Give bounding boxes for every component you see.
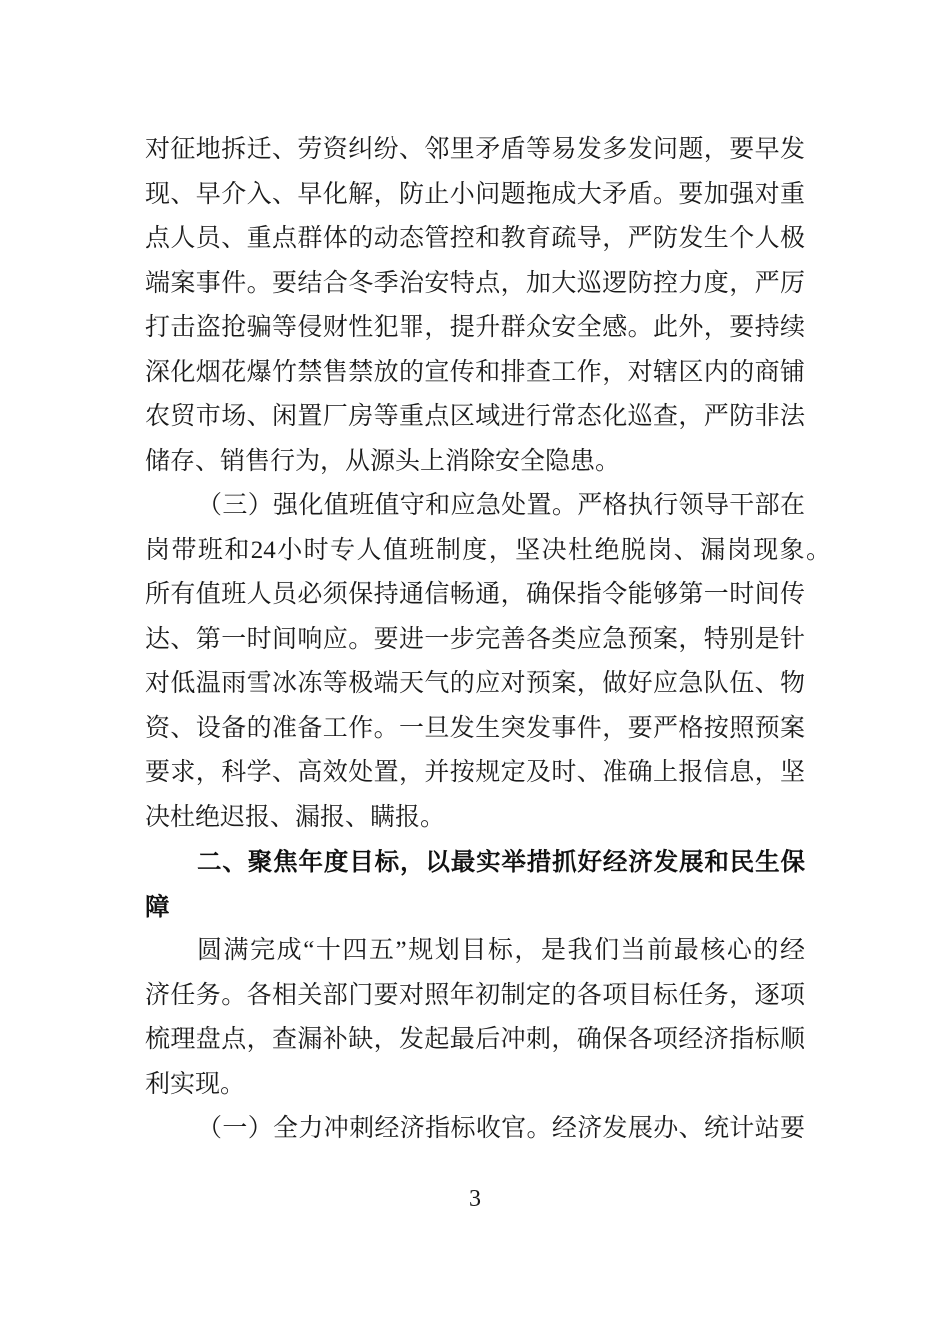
page-number: 3 bbox=[469, 1186, 481, 1212]
heading-line: 障 bbox=[145, 891, 170, 921]
text-line: 点人员、重点群体的动态管控和教育疏导，严防发生个人极 bbox=[145, 225, 805, 252]
section-heading bbox=[145, 840, 805, 929]
text-line: 资、设备的准备工作。一旦发生突发事件，要严格按照预案 bbox=[145, 714, 805, 742]
paragraph-duty-emergency bbox=[145, 484, 831, 840]
text-line: （一）全力冲刺经济指标收官。经济发展办、统计站要 bbox=[197, 1115, 805, 1142]
text-line: 梳理盘点，查漏补缺，发起最后冲刺，确保各项经济指标顺 bbox=[145, 1026, 805, 1053]
text-line: 现、早介入、早化解，防止小问题拖成大矛盾。要加强对重 bbox=[145, 180, 805, 208]
text-line: 农贸市场、闲置厂房等重点区域进行常态化巡查，严防非法 bbox=[145, 403, 805, 430]
paragraph-economic-indicators bbox=[145, 1107, 805, 1152]
heading-line: 二、聚焦年度目标，以最实举措抓好经济发展和民生保 bbox=[197, 847, 805, 876]
text-line: 打击盗抢骗等侵财性犯罪，提升群众安全感。此外，要持续 bbox=[145, 314, 805, 341]
text-line: 利实现。 bbox=[145, 1070, 246, 1098]
text-line: 达、第一时间响应。要进一步完善各类应急预案，特别是针 bbox=[145, 625, 805, 653]
text-line: （三）强化值班值守和应急处置。严格执行领导干部在 bbox=[197, 492, 805, 519]
text-line: 对低温雨雪冰冻等极端天气的应对预案，做好应急队伍、物 bbox=[145, 670, 805, 697]
paragraph-economic-goals bbox=[145, 929, 805, 1107]
text-line: 对征地拆迁、劳资纠纷、邻里矛盾等易发多发问题，要早发 bbox=[145, 136, 805, 163]
document-body bbox=[145, 128, 831, 1152]
text-line: 端案事件。要结合冬季治安特点，加大巡逻防控力度，严厉 bbox=[145, 269, 805, 297]
text-line: 深化烟花爆竹禁售禁放的宣传和排查工作，对辖区内的商铺 bbox=[145, 358, 805, 386]
text-line: 储存、销售行为，从源头上消除安全隐患。 bbox=[145, 447, 621, 475]
text-line: 圆满完成“十四五”规划目标，是我们当前最核心的经 bbox=[197, 937, 805, 964]
text-line: 要求，科学、高效处置，并按规定及时、准确上报信息，坚 bbox=[145, 759, 805, 786]
paragraph-public-security bbox=[145, 128, 805, 484]
text-line: 所有值班人员必须保持通信畅通，确保指令能够第一时间传 bbox=[145, 581, 805, 608]
text-line: 决杜绝迟报、漏报、瞒报。 bbox=[145, 803, 446, 831]
text-line: 岗带班和24小时专人值班制度，坚决杜绝脱岗、漏岗现象。 bbox=[145, 536, 831, 564]
text-line: 济任务。各相关部门要对照年初制定的各项目标任务，逐项 bbox=[145, 981, 805, 1009]
